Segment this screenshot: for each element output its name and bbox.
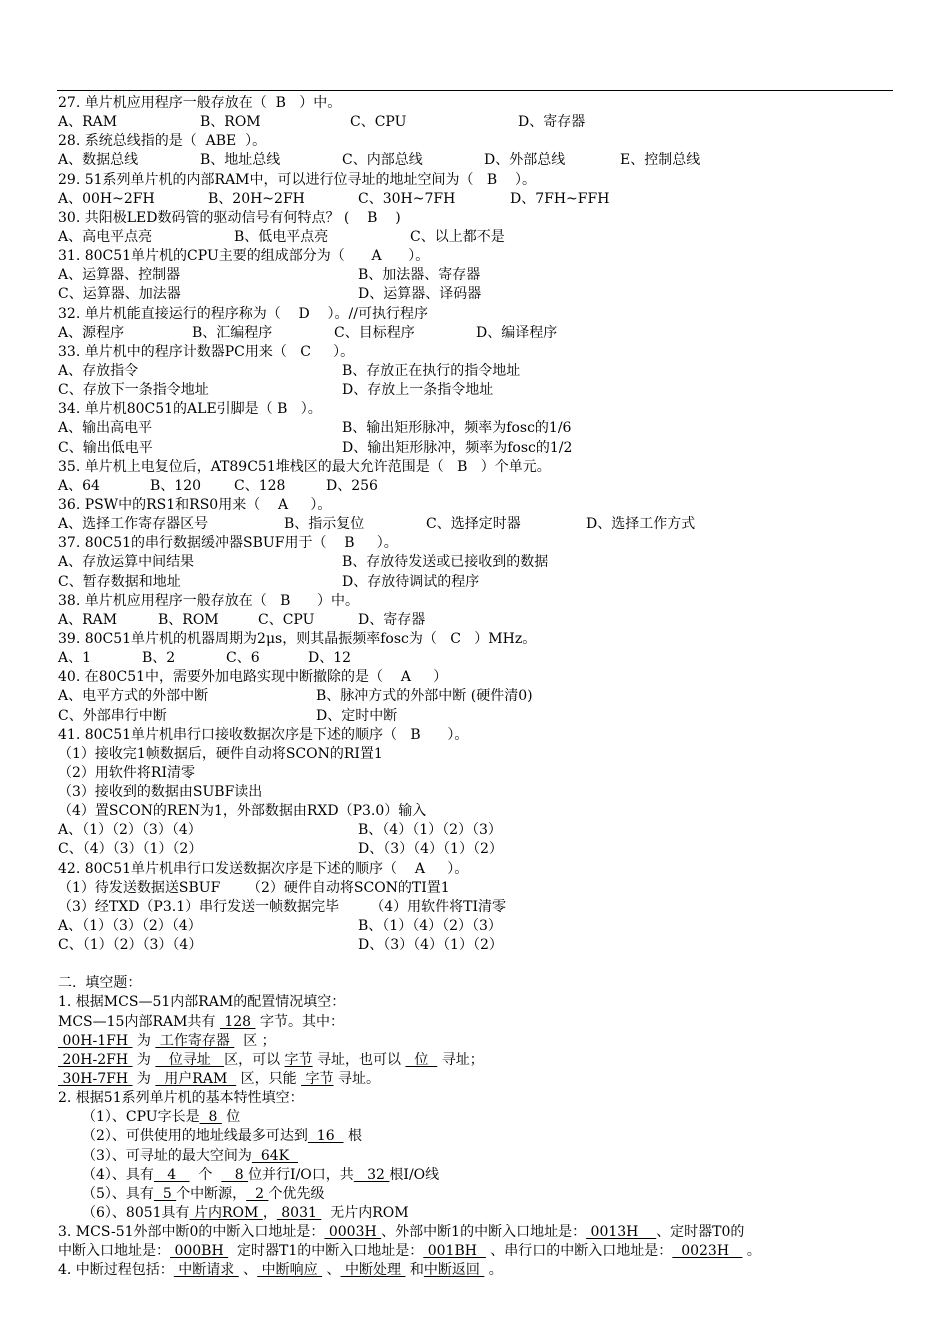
options-39 (58, 649, 898, 668)
options-31a (58, 266, 898, 285)
question-30: 30. 共阳极LED数码管的驱动信号有何特点？ ( B ) (58, 209, 401, 226)
options-35 (58, 477, 898, 496)
option: C、运算器、加法器 (58, 286, 181, 303)
option: C、（4）（3）（1）（2） (58, 841, 203, 858)
text: 定时器T1的中断入口地址是： (228, 1243, 424, 1260)
fill-2-item3 (58, 1147, 898, 1166)
option: C、CPU (350, 114, 407, 131)
section-heading: 二. 填空题： (58, 975, 142, 992)
step: （2）用软件将RI清零 (58, 764, 195, 781)
fill-1-row1 (58, 1032, 898, 1051)
blank: 32 (353, 1166, 390, 1183)
options-37a (58, 553, 898, 572)
option: D、（3）（4）（1）（2） (358, 841, 503, 858)
option: B、存放待发送或已接收到的数据 (342, 554, 549, 571)
text: 为 (132, 1051, 156, 1068)
text: （5）、具有 (82, 1185, 154, 1202)
option: C、存放下一条指令地址 (58, 382, 209, 399)
text: 区，可以 (224, 1051, 285, 1068)
option: B、2 (142, 650, 176, 667)
text: 个中断源， (176, 1185, 247, 1202)
blank: 16 (307, 1128, 344, 1145)
text: 区，只能 (236, 1071, 302, 1088)
option: C、选择定时器 (426, 516, 521, 533)
blank: 位寻址 (155, 1051, 225, 1068)
blank: 4 (153, 1166, 190, 1183)
option: D、外部总线 (484, 152, 566, 169)
option: A、选择工作寄存器区号 (58, 516, 209, 533)
text: （3）、可寻址的最大空间为 (82, 1147, 252, 1164)
fill-3-line1 (58, 1223, 898, 1242)
option: B、低电平点亮 (234, 228, 329, 245)
option: D、12 (308, 650, 352, 667)
fill-2-item4 (58, 1166, 898, 1185)
option: C、输出低电平 (58, 439, 153, 456)
blank: 片内ROM (189, 1205, 263, 1222)
options-34b (58, 439, 898, 458)
text: 、外部中断1的中断入口地址是： (381, 1224, 587, 1241)
option: A、存放运算中间结果 (58, 554, 195, 571)
text: 字节。其中： (255, 1013, 344, 1030)
blank: 128 (219, 1013, 256, 1030)
option: B、（4）（1）（2）（3） (358, 822, 502, 839)
blank: 8 (199, 1109, 222, 1126)
text: 3. MCS-51外部中断0的中断入口地址是： (58, 1224, 325, 1241)
blank: 8031 (276, 1205, 322, 1222)
option: D、运算器、译码器 (358, 286, 482, 303)
blank: 位 (405, 1051, 438, 1068)
options-37b (58, 573, 898, 592)
text: 、 (322, 1262, 341, 1279)
fill-2-item1 (58, 1108, 898, 1127)
option: C、CPU (258, 611, 315, 628)
step: （1）接收完1帧数据后，硬件自动将SCON的RI置1 (58, 745, 383, 762)
options-27 (58, 113, 898, 132)
option: A、高电平点亮 (58, 228, 153, 245)
text: （2）、可供使用的地址线最多可达到 (82, 1128, 308, 1145)
option: B、存放正在执行的指令地址 (342, 362, 521, 379)
blank: 5 (153, 1185, 177, 1202)
document-body (58, 94, 898, 1281)
question-27: 27. 单片机应用程序一般存放在（ B ）中。 (58, 95, 342, 111)
blank: 用户RAM (155, 1071, 237, 1088)
option: B、20H~2FH (208, 190, 305, 207)
option: B、ROM (200, 114, 261, 131)
options-38 (58, 611, 898, 630)
options-33a (58, 362, 898, 381)
step: （4）置SCON的REN为1，外部数据由RXD（P3.0）输入 (58, 803, 427, 820)
options-40b (58, 707, 898, 726)
option: B、脉冲方式的外部中断 (硬件清0) (316, 688, 533, 705)
question-40: 40. 在80C51中，需要外加电路实现中断撤除的是（ A ） (58, 669, 448, 686)
fill-2-item5 (58, 1185, 898, 1204)
blank: 字节 (301, 1071, 334, 1088)
option: D、寄存器 (358, 611, 426, 628)
blank: 0003H (324, 1224, 382, 1241)
option: C、128 (234, 477, 286, 494)
text: 寻址； (437, 1051, 484, 1068)
text: 、 (238, 1262, 258, 1279)
option: B、输出矩形脉冲，频率为fosc的1/6 (342, 420, 572, 437)
option: C、30H~7FH (358, 190, 456, 207)
question-35: 35. 单片机上电复位后，AT89C51堆栈区的最大允许范围是（ B ）个单元。 (58, 458, 551, 475)
option: A、64 (58, 477, 100, 494)
fill-4 (58, 1261, 898, 1280)
option: B、120 (150, 477, 202, 494)
option: E、控制总线 (620, 152, 701, 169)
text: 、定时器T0的 (656, 1224, 745, 1241)
text: （6）、8051具有 (82, 1205, 190, 1222)
blank: 30H-7FH (58, 1071, 133, 1088)
options-33b (58, 381, 898, 400)
option: A、1 (58, 650, 92, 667)
blank: 8 (221, 1166, 249, 1183)
options-40a (58, 687, 898, 706)
option: B、加法器、寄存器 (358, 267, 481, 284)
text: 根I/O线 (389, 1166, 440, 1183)
option: C、目标程序 (334, 324, 415, 341)
fill-2-item2 (58, 1127, 898, 1146)
options-42a (58, 917, 898, 936)
option: B、汇编程序 (192, 324, 273, 341)
option: A、RAM (58, 114, 118, 131)
text: 。 (484, 1262, 503, 1279)
option: D、寄存器 (518, 114, 586, 131)
option: B、（1）（4）（2）（3） (358, 918, 502, 935)
text: 4. 中断过程包括： (58, 1262, 174, 1279)
option: A、00H~2FH (58, 190, 155, 207)
options-41b (58, 840, 898, 859)
option: A、存放指令 (58, 362, 139, 379)
step: （3）经TXD（P3.1）串行发送一帧数据完毕 （4）用软件将TI清零 (58, 898, 507, 915)
fill-1-total (58, 1013, 898, 1032)
option: C、以上都不是 (410, 228, 505, 245)
text: 寻址。 (333, 1071, 380, 1088)
text: 中断入口地址是： (58, 1243, 170, 1260)
blank: 0023H (672, 1243, 743, 1260)
header-rule (57, 90, 893, 91)
text: 为 (132, 1071, 156, 1088)
option: A、RAM (58, 611, 118, 628)
option: D、256 (326, 477, 378, 494)
step: （1）待发送数据送SBUF （2）硬件自动将SCON的TI置1 (58, 879, 450, 896)
text: 为 (132, 1032, 156, 1049)
blank: 000BH (170, 1243, 229, 1260)
blank: 00H-1FH (58, 1032, 133, 1049)
blank: 中断请求 (173, 1262, 239, 1279)
blank: 中断响应 (257, 1262, 323, 1279)
text: 区 ； (234, 1032, 276, 1049)
text: 、串行口的中断入口地址是： (485, 1243, 673, 1260)
text: 位并行I/O口，共 (248, 1166, 354, 1183)
question-28: 28. 系统总线指的是（ ABE ）。 (58, 133, 267, 150)
option: B、地址总线 (200, 152, 281, 169)
question-33: 33. 单片机中的程序计数器PC用来（ C ）。 (58, 343, 355, 360)
option: C、（1）（2）（3）（4） (58, 937, 203, 954)
fill-2-title: 2. 根据51系列单片机的基本特性填空： (58, 1090, 304, 1107)
text: 。 (742, 1243, 761, 1260)
text: （4）、具有 (82, 1166, 154, 1183)
question-32: 32. 单片机能直接运行的程序称为（ D ）。//可执行程序 (58, 305, 428, 322)
fill-1-row2 (58, 1051, 898, 1070)
blank: 0013H (586, 1224, 657, 1241)
option: D、输出矩形脉冲，频率为fosc的1/2 (342, 439, 573, 456)
option: D、存放上一条指令地址 (342, 382, 494, 399)
question-37: 37. 80C51的串行数据缓冲器SBUF用于（ B ）。 (58, 535, 398, 552)
fill-1-title: 1. 根据MCS—51内部RAM的配置情况填空： (58, 994, 346, 1011)
option: A、输出高电平 (58, 420, 153, 437)
options-31b (58, 285, 898, 304)
question-39: 39. 80C51单片机的机器周期为2μs，则其晶振频率fosc为（ C ）MHz。 (58, 630, 537, 647)
option: C、6 (226, 650, 260, 667)
option: D、定时中断 (316, 707, 398, 724)
option: A、（1）（3）（2）（4） (58, 918, 202, 935)
question-41: 41. 80C51单片机串行口接收数据次序是下述的顺序（ B ）。 (58, 726, 469, 743)
option: A、源程序 (58, 324, 125, 341)
blank: 2 (246, 1185, 269, 1202)
question-34: 34. 单片机80C51的ALE引脚是（ B ）。 (58, 401, 322, 418)
option: A、数据总线 (58, 152, 139, 169)
option: C、暂存数据和地址 (58, 573, 181, 590)
option: C、内部总线 (342, 152, 423, 169)
text: 个优先级 (268, 1185, 325, 1202)
option: D、存放待调试的程序 (342, 573, 480, 590)
text: MCS—15内部RAM共有 (58, 1013, 220, 1030)
option: D、选择工作方式 (586, 516, 696, 533)
option: C、外部串行中断 (58, 707, 167, 724)
option: D、编译程序 (476, 324, 558, 341)
option: A、电平方式的外部中断 (58, 688, 209, 705)
fill-1-row3 (58, 1070, 898, 1089)
option: D、（3）（4）（1）（2） (358, 937, 503, 954)
blank: 001BH (423, 1243, 486, 1260)
option: D、7FH~FFH (510, 190, 610, 207)
options-28 (58, 151, 898, 170)
options-29 (58, 190, 898, 209)
question-38: 38. 单片机应用程序一般存放在（ B ）中。 (58, 592, 360, 609)
text: 位 (221, 1109, 241, 1126)
option: A、运算器、控制器 (58, 267, 181, 284)
text: 根 (343, 1128, 362, 1145)
text: ， (262, 1205, 277, 1222)
text: 和 (405, 1262, 424, 1279)
blank: 字节 (284, 1051, 313, 1068)
text: （1）、CPU字长是 (82, 1109, 200, 1126)
blank: 64K (251, 1147, 298, 1164)
blank: 中断返回 (423, 1262, 485, 1279)
question-42: 42. 80C51单片机串行口发送数据次序是下述的顺序（ A ）。 (58, 860, 469, 877)
options-30 (58, 228, 898, 247)
fill-2-item6 (58, 1204, 898, 1223)
question-29: 29. 51系列单片机的内部RAM中，可以进行位寻址的地址空间为（ B ）。 (58, 171, 536, 188)
options-36 (58, 515, 898, 534)
blank: 中断处理 (340, 1262, 406, 1279)
text: 个 (189, 1166, 222, 1183)
option: B、ROM (158, 611, 219, 628)
options-32 (58, 324, 898, 343)
blank: 工作寄存器 (155, 1032, 235, 1049)
question-36: 36. PSW中的RS1和RS0用来（ A ）。 (58, 496, 332, 513)
option: A、（1）（2）（3）（4） (58, 822, 202, 839)
step: （3）接收到的数据由SUBF读出 (58, 784, 263, 801)
question-31: 31. 80C51单片机的CPU主要的组成部分为（ A ）。 (58, 248, 430, 265)
fill-3-line2 (58, 1242, 898, 1261)
options-42b (58, 936, 898, 955)
option: B、指示复位 (284, 516, 365, 533)
text: 无片内ROM (321, 1205, 409, 1222)
options-34a (58, 419, 898, 438)
blank: 20H-2FH (58, 1051, 133, 1068)
text: 寻址，也可以 (312, 1051, 406, 1068)
options-41a (58, 821, 898, 840)
